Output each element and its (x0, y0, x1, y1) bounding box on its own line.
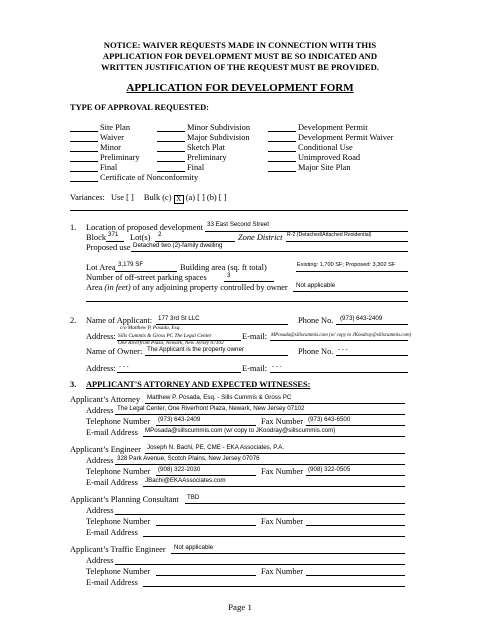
traffic-email-label: E-mail Address (86, 578, 138, 587)
applicant-address-line2: One Riverfront Plaza, Newark, New Jersey 07102 (118, 340, 224, 346)
applicant-address-value: Sills Cummis & Gross PC The Legal Center (118, 333, 212, 339)
attorney-email-label: E-mail Address (86, 428, 138, 437)
proposed-use-blank[interactable] (131, 251, 408, 252)
blank-sketch-plat[interactable] (157, 151, 185, 152)
approval-permit-waiver: Development Permit Waiver (298, 133, 394, 142)
owner-address-blank[interactable] (117, 372, 241, 373)
attorney-tel-blank[interactable] (156, 425, 256, 426)
attorney-fax-value: (973) 643-6500 (308, 416, 351, 423)
applicant-email-label: E-mail: (242, 332, 268, 341)
attorney-tel-value: (973) 643-2409 (158, 416, 201, 423)
attorney-email-value: MPosada@sillscummis.com (w/ copy to JKoodray@sillscummis.com) (145, 427, 336, 434)
planner-address-blank[interactable] (115, 514, 405, 515)
approval-preliminary: Preliminary (100, 153, 140, 162)
planner-address-label: Address (86, 506, 114, 515)
lot-area-value: 3,179 SF (118, 261, 144, 268)
block-label: Block (86, 233, 107, 242)
variance-rest[interactable]: (a) [ ] (b) [ ] (185, 193, 227, 202)
parking-blank[interactable] (224, 281, 274, 282)
owner-value: The Applicant is the property owner (147, 346, 244, 353)
attorney-fax-blank[interactable] (306, 425, 405, 426)
parking-value: 3 (227, 272, 231, 279)
building-area-value: Existing: 1,700 SF; Proposed: 3,302 SF (297, 262, 396, 268)
approval-minor: Minor (100, 143, 121, 152)
owner-email-value: - - - (272, 363, 282, 370)
attorney-address-label: Address (86, 406, 114, 415)
attorney-tel-label: Telephone Number (86, 417, 151, 426)
type-heading: TYPE OF APPROVAL REQUESTED: (70, 103, 209, 112)
proposed-use-label: Proposed use (86, 243, 131, 252)
section-3-number: 3. (70, 380, 77, 389)
approval-minor-subdivision: Minor Subdivision (187, 123, 251, 132)
blank-development-permit[interactable] (268, 131, 296, 132)
engineer-tel-value: (908) 322-2030 (158, 466, 201, 473)
attorney-value: Matthew P. Posada, Esq. - Sills Cummis & Gross PC (147, 394, 292, 401)
applicant-phone-label: Phone No. (298, 316, 334, 325)
page-number: Page 1 (228, 602, 252, 612)
blank-preliminary[interactable] (70, 161, 98, 162)
engineer-address-value: 328 Park Avenue, Scotch Plains, New Jersey 07076 (117, 455, 260, 462)
engineer-fax-label: Fax Number (261, 467, 304, 476)
zone-label: Zone District (238, 233, 283, 242)
adjoining-label-b: (in feet) (104, 283, 131, 292)
notice-line-3: WRITTEN JUSTIFICATION OF THE REQUEST MUST BE PROVIDED. (101, 62, 379, 72)
section-2-number: 2. (70, 316, 77, 325)
traffic-address-label: Address (86, 556, 114, 565)
zone-value: R-2 (Detached/Attached Residential) (287, 232, 372, 238)
planner-fax-label: Fax Number (261, 517, 304, 526)
planner-value: TBD (187, 494, 200, 501)
engineer-blank[interactable] (145, 453, 405, 454)
blank-permit-waiver[interactable] (268, 141, 296, 142)
location-label: Location of proposed development (86, 223, 203, 232)
approval-site-plan: Site Plan (100, 123, 131, 132)
approval-sub-final: Final (187, 163, 205, 172)
attorney-label: Applicant’s Attorney (70, 395, 141, 404)
attorney-email-blank[interactable] (143, 436, 405, 437)
blank-sub-final[interactable] (157, 171, 185, 172)
adjoining-label (86, 283, 288, 292)
engineer-tel-label: Telephone Number (86, 467, 151, 476)
approval-final: Final (100, 163, 118, 172)
proposed-use-value: Detached two (2)-family dwelling (133, 242, 223, 249)
applicant-phone-value: (973) 643-2409 (340, 315, 383, 322)
engineer-email-blank[interactable] (143, 486, 405, 487)
approval-nonconformity: Certificate of Nonconformity (100, 173, 199, 182)
engineer-address-blank[interactable] (115, 464, 405, 465)
engineer-label: Applicant’s Engineer (70, 445, 141, 454)
traffic-email-blank[interactable] (143, 586, 405, 587)
notice-line-1: NOTICE: WAIVER REQUESTS MADE IN CONNECTION WITH THIS (103, 40, 377, 50)
approval-waiver: Waiver (100, 133, 124, 142)
notice-line-2: APPLICATION FOR DEVELOPMENT MUST BE SO INDICATED AND (102, 51, 378, 61)
blank-minor[interactable] (70, 151, 98, 152)
owner-label: Name of Owner: (86, 347, 143, 356)
lot-label: Lot(s) (130, 233, 151, 242)
lot-area-blank[interactable] (115, 271, 177, 272)
planner-tel-blank[interactable] (156, 525, 256, 526)
blank-waiver[interactable] (70, 141, 98, 142)
parking-label: Number of off-street parking spaces (86, 273, 207, 282)
attorney-blank[interactable] (145, 403, 405, 404)
approval-unimproved-road: Unimproved Road (298, 153, 361, 162)
traffic-label: Applicant’s Traffic Engineer (70, 545, 166, 554)
traffic-tel-blank[interactable] (156, 575, 256, 576)
owner-blank[interactable] (145, 355, 288, 356)
blank-major-subdivision[interactable] (157, 141, 185, 142)
owner-phone-label: Phone No. (298, 347, 334, 356)
blank-minor-subdivision[interactable] (157, 131, 185, 132)
adjoining-blank[interactable] (293, 291, 408, 292)
traffic-fax-label: Fax Number (261, 567, 304, 576)
variance-bulk-label: Bulk (c) (143, 193, 172, 202)
applicant-phone-blank[interactable] (336, 324, 408, 325)
traffic-address-blank[interactable] (115, 564, 405, 565)
location-value: 33 East Second Street (207, 221, 269, 228)
separator-line (70, 210, 408, 211)
engineer-fax-value: (908) 322-0505 (308, 466, 351, 473)
variance-bulk-checkbox[interactable]: X (174, 195, 184, 204)
planner-tel-label: Telephone Number (86, 517, 151, 526)
blank-sub-preliminary[interactable] (157, 161, 185, 162)
approval-sketch-plat: Sketch Plat (187, 143, 225, 152)
building-area-blank[interactable] (296, 271, 408, 272)
owner-email-blank[interactable] (270, 372, 408, 373)
planner-email-blank[interactable] (143, 536, 405, 537)
engineer-email-label: E-mail Address (86, 478, 138, 487)
planner-email-label: E-mail Address (86, 528, 138, 537)
planner-fax-blank[interactable] (306, 525, 405, 526)
blank-nonconformity[interactable] (70, 181, 98, 182)
engineer-email-value: JBachi@EKAAssociates.com (145, 477, 226, 484)
blank-final[interactable] (70, 171, 98, 172)
block-blank[interactable] (106, 241, 124, 242)
blank-conditional-use[interactable] (268, 151, 296, 152)
approval-sub-preliminary: Preliminary (187, 153, 227, 162)
adjoining-blank-2[interactable] (86, 301, 408, 302)
blank-unimproved-road[interactable] (268, 161, 296, 162)
owner-address-label: Address: (86, 364, 116, 373)
owner-phone-value: - - - (338, 346, 348, 353)
approval-major-site-plan: Major Site Plan (298, 163, 351, 172)
engineer-tel-blank[interactable] (156, 475, 256, 476)
block-value: 371 (108, 231, 119, 238)
adjoining-label-a: Area (86, 283, 103, 292)
approval-major-subdivision: Major Subdivision (187, 133, 250, 142)
owner-email-label: E-mail: (242, 364, 268, 373)
engineer-address-label: Address (86, 456, 114, 465)
lot-value: 2 (158, 231, 162, 238)
applicant-value: 177 3rd St LLC (158, 315, 200, 322)
attorney-fax-label: Fax Number (261, 417, 304, 426)
variances-label: Variances: (70, 193, 105, 202)
section-1-number: 1. (70, 223, 77, 232)
owner-address-value: - - - (119, 363, 129, 370)
applicant-label: Name of Applicant: (86, 316, 153, 325)
traffic-tel-label: Telephone Number (86, 567, 151, 576)
section-3-heading: APPLICANT'S ATTORNEY AND EXPECTED WITNESSES: (86, 380, 311, 389)
lot-area-label: Lot Area (86, 263, 116, 272)
applicant-co: c/o Matthew P. Posada, Esq. (120, 325, 181, 331)
adjoining-value: Not applicable (296, 282, 336, 289)
applicant-email-blank[interactable] (270, 340, 408, 341)
approval-development-permit: Development Permit (298, 123, 368, 132)
blank-site-plan[interactable] (70, 131, 98, 132)
attorney-address-value: The Legal Center, One Riverfront Plaza, Newark, New Jersey 07102 (117, 405, 305, 412)
blank-major-site-plan[interactable] (268, 171, 296, 172)
applicant-email-value: MPosada@sillscummis.com (w/ copy to JKoodray@sillscummis.com) (271, 333, 412, 338)
variances-row (70, 193, 226, 204)
traffic-blank[interactable] (171, 553, 405, 554)
owner-phone-blank[interactable] (336, 355, 408, 356)
planner-label: Applicant’s Planning Consultant (70, 495, 179, 504)
adjoining-label-c: of any adjoining property controlled by owner (132, 283, 288, 292)
attorney-address-blank[interactable] (115, 414, 405, 415)
form-title: APPLICATION FOR DEVELOPMENT FORM (126, 82, 354, 94)
engineer-value: Joseph N. Bachi, PE, CME - EKA Associates, P.A. (147, 444, 285, 451)
traffic-fax-blank[interactable] (306, 575, 405, 576)
applicant-address-label: Address: (86, 332, 116, 341)
variance-use[interactable]: Use [ ] (110, 193, 134, 202)
traffic-value: Not applicable (174, 544, 214, 551)
planner-blank[interactable] (185, 503, 405, 504)
building-area-label: Building area (sq. ft total) (180, 263, 267, 272)
zone-blank[interactable] (286, 241, 408, 242)
engineer-fax-blank[interactable] (306, 475, 405, 476)
approval-conditional-use: Conditional Use (298, 143, 353, 152)
